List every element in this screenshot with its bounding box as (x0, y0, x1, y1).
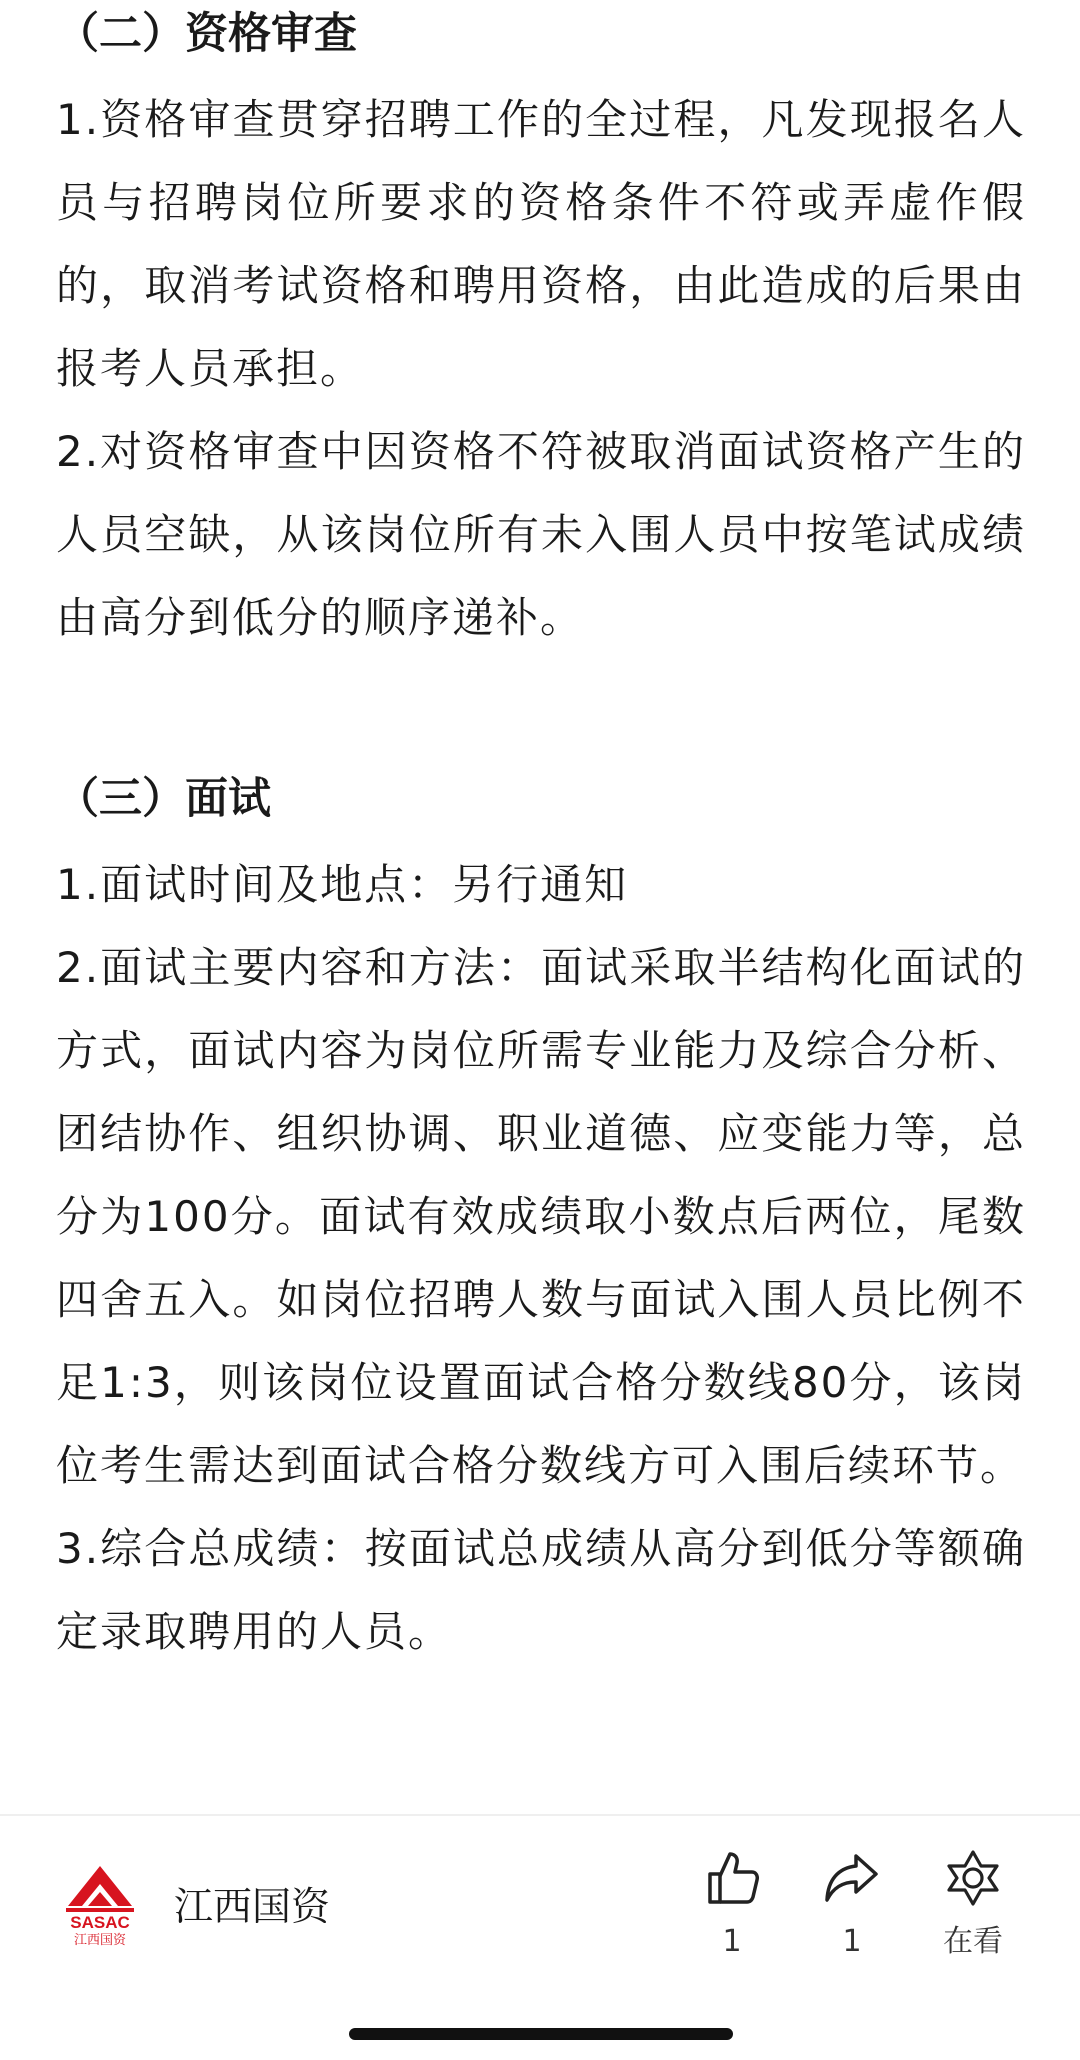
account-brand[interactable] (60, 1862, 330, 1946)
sasac-logo-icon (60, 1862, 140, 1946)
article-body (56, 0, 1026, 1673)
share-button[interactable] (797, 1848, 907, 1960)
section-heading-interview: （三）面试 (56, 774, 271, 824)
account-name[interactable]: 江西国资 (174, 1885, 331, 1930)
qualification-review-item-2: 2.对资格审查中因资格不符被取消面试资格产生的人员空缺，从该岗位所有未入围人员中按笔试成绩由高分到低分的顺序递补。 (56, 427, 1026, 642)
home-indicator[interactable] (349, 2028, 733, 2040)
section-heading-qualification-review: （二）资格审查 (56, 9, 357, 59)
share-icon (822, 1848, 882, 1908)
wow-label: 在看 (943, 1924, 1003, 1959)
interview-item-2: 2.面试主要内容和方法：面试采取半结构化面试的方式，面试内容为岗位所需专业能力及综合分析、团结协作、组织协调、职业道德、应变能力等，总分为100分。面试有效成绩取小数点后两位，尾数四舍五入。如岗位招聘人数与面试入围人员比例不足1:3，则该岗位设置面试合格分数线80分，该岗位考生需达到面试合格分数线方可入围后续环节。 (56, 943, 1026, 1490)
logo-subtext: 江西国资 (73, 1933, 127, 1946)
like-button[interactable] (677, 1848, 787, 1960)
thumbs-up-icon (702, 1848, 762, 1908)
wow-flower-icon (943, 1848, 1003, 1908)
interview-item-3: 3.综合总成绩：按面试总成绩从高分到低分等额确定录取聘用的人员。 (56, 1524, 1026, 1656)
qualification-review-list (56, 78, 1026, 659)
interview-item-1: 1.面试时间及地点：另行通知 (56, 860, 629, 909)
like-count: 1 (722, 1924, 742, 1959)
logo-sasac-text: SASAC (70, 1913, 130, 1932)
wow-button[interactable] (918, 1848, 1028, 1960)
qualification-review-item-1: 1.资格审查贯穿招聘工作的全过程，凡发现报名人员与招聘岗位所要求的资格条件不符或弄虚作假的，取消考试资格和聘用资格，由此造成的后果由报考人员承担。 (56, 95, 1026, 393)
share-count: 1 (842, 1924, 862, 1959)
article-footer (0, 1816, 1080, 2016)
interview-list (56, 843, 1026, 1673)
